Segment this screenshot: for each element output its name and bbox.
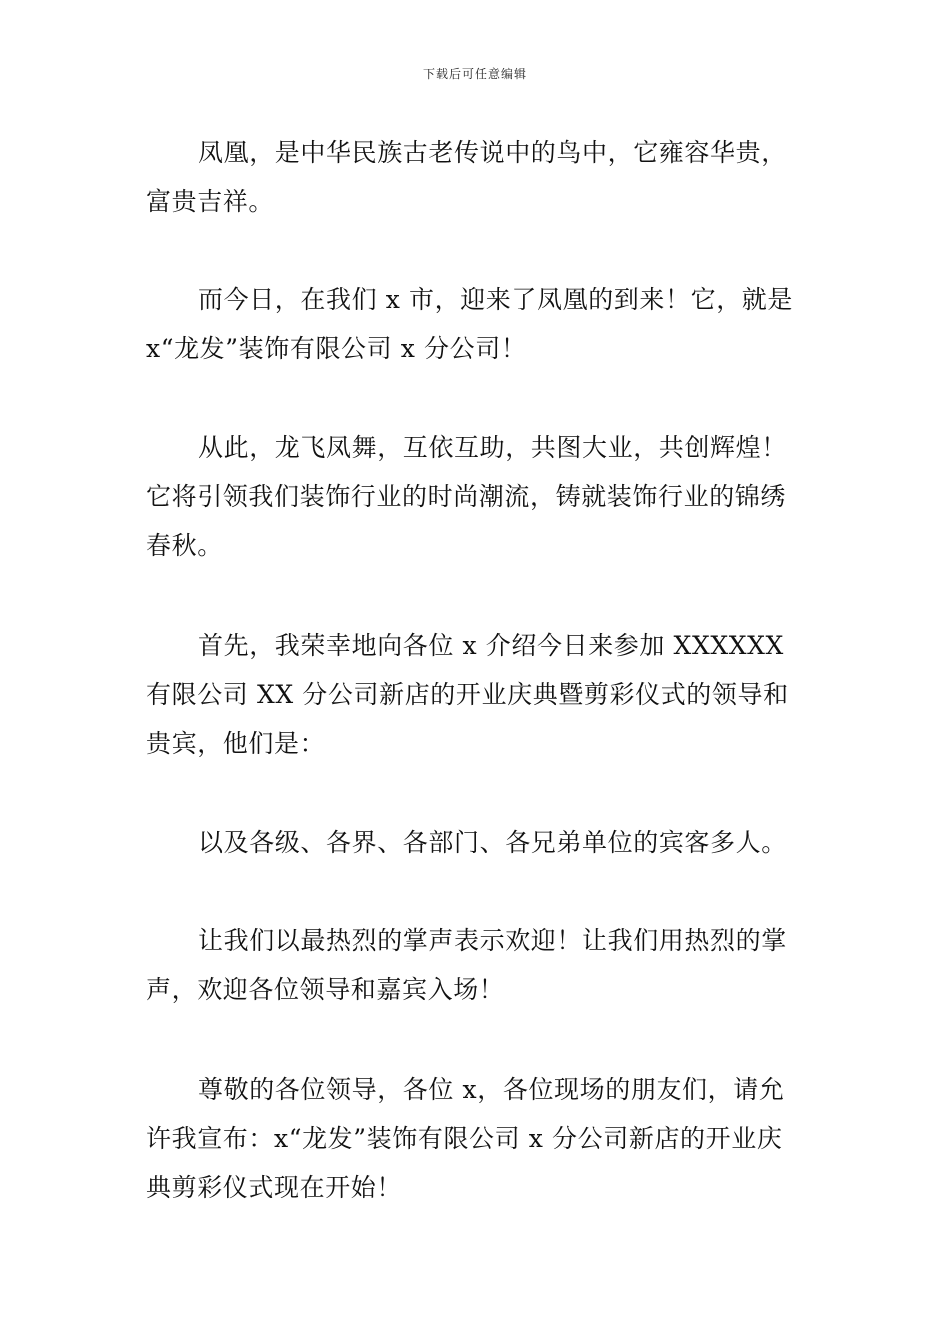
paragraph-welcome-applause: 让我们以最热烈的掌声表示欢迎！让我们用热烈的掌声，欢迎各位领导和嘉宾入场！	[146, 926, 787, 1004]
paragraph-phoenix-intro: 凤凰，是中华民族古老传说中的鸟中，它雍容华贵，富贵吉祥。	[146, 138, 787, 216]
paragraph-dragon-phoenix: 从此，龙飞凤舞，互依互助，共图大业，共创辉煌！它将引领我们装饰行业的时尚潮流，铸就装饰行业的锦绣春秋。	[146, 433, 787, 560]
paragraph-ceremony-start: 尊敬的各位领导，各位 x，各位现场的朋友们，请允许我宣布：x“龙发”装饰有限公司 x 分公司新店的开业庆典剪彩仪式现在开始！	[146, 1075, 785, 1202]
paragraph-other-guests: 以及各级、各界、各部门、各兄弟单位的宾客多人。	[198, 828, 787, 857]
paragraph-company-arrival: 而今日，在我们 x 市，迎来了凤凰的到来！它，就是 x“龙发”装饰有限公司 x 分公司！	[146, 285, 793, 363]
page-header: 下载后可任意编辑	[422, 67, 527, 81]
paragraph-guest-introduction: 首先，我荣幸地向各位 x 介绍今日来参加 XXXXXX 有限公司 XX 分公司新店的开业庆典暨剪彩仪式的领导和贵宾，他们是：	[146, 631, 789, 758]
